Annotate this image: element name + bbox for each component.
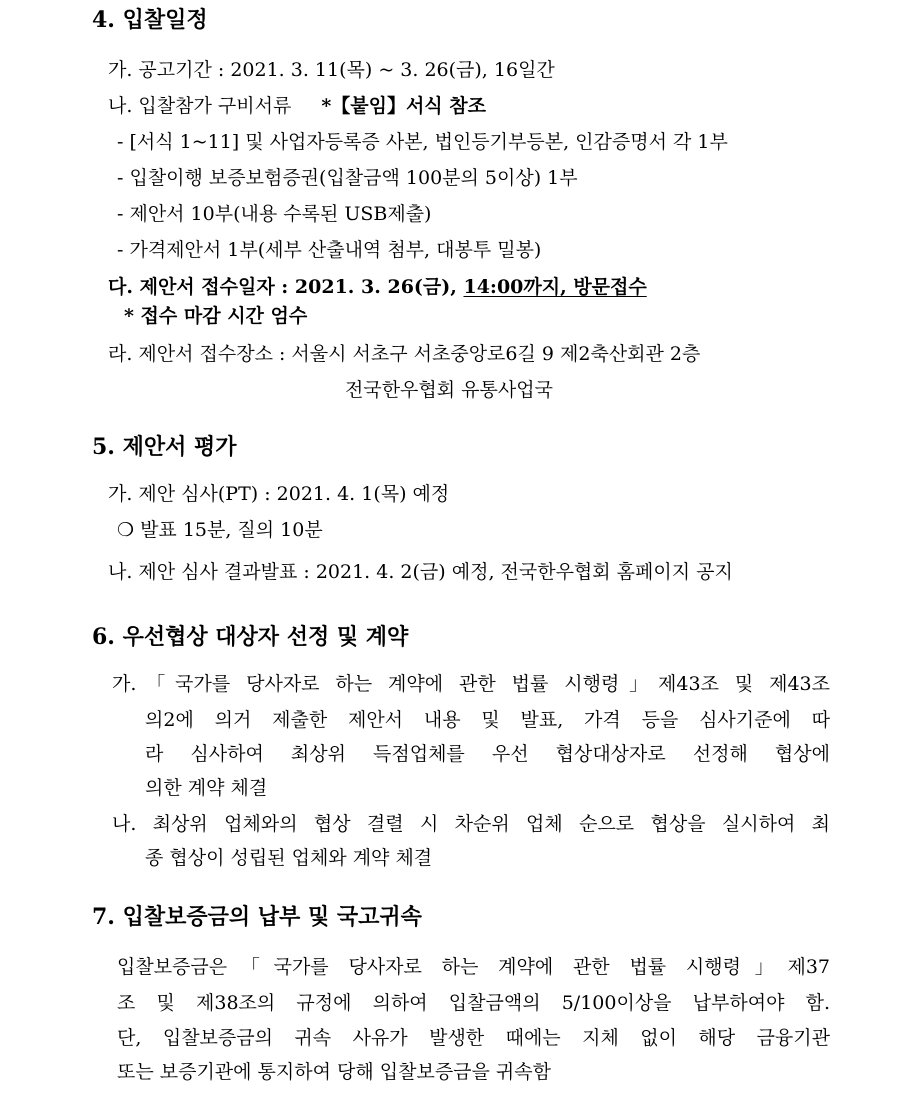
s5-item-na: 나. 제안 심사 결과발표 : 2021. 4. 2(금) 예정, 전국한우협회 홈페이지 공지 bbox=[108, 561, 733, 583]
s7-line-2: 조 및 제38조의 규정에 의하여 입찰금액의 5/100이상을 납부하여야 함. bbox=[117, 992, 830, 1014]
s7-line-4: 또는 보증기관에 통지하여 당해 입찰보증금을 귀속함 bbox=[117, 1061, 551, 1083]
s7-line-1: 입찰보증금은「국가를 당사자로 하는 계약에 관한 법률 시행령」제37 bbox=[117, 956, 830, 978]
s4-item-da bbox=[108, 275, 647, 299]
section-6-title: 6. 우선협상 대상자 선정 및 계약 bbox=[92, 624, 409, 650]
s7-line-3: 단, 입찰보증금의 귀속 사유가 발생한 때에는 지체 없이 해당 금융기관 bbox=[117, 1027, 830, 1049]
s4-item-na bbox=[108, 94, 486, 118]
s4-ra-cont: 전국한우협회 유통사업국 bbox=[345, 379, 553, 401]
s4-na-item-3: - 제안서 10부(내용 수록된 USB제출) bbox=[117, 203, 432, 225]
s4-na-item-4: - 가격제안서 1부(세부 산출내역 첨부, 대봉투 밀봉) bbox=[117, 239, 542, 261]
s4-na-item-1: - [서식 1~11] 및 사업자등록증 사본, 법인등기부등본, 인감증명서 각 1부 bbox=[117, 131, 728, 153]
s6-na-line-2: 종 협상이 성립된 업체와 계약 체결 bbox=[145, 847, 433, 869]
s5-item-ga: 가. 제안 심사(PT) : 2021. 4. 1(목) 예정 bbox=[108, 483, 450, 505]
s6-ga-line-2: 의2에 의거 제출한 제안서 내용 및 발표, 가격 등을 심사기준에 따 bbox=[145, 709, 830, 731]
s6-na-line-1: 나. 최상위 업체와의 협상 결렬 시 차순위 업체 순으로 협상을 실시하여 최 bbox=[112, 813, 830, 835]
s4-da-note: * 접수 마감 시간 엄수 bbox=[124, 305, 308, 327]
s4-item-ra: 라. 제안서 접수장소 : 서울시 서초구 서초중앙로6길 9 제2축산회관 2층 bbox=[108, 343, 701, 365]
s6-ga-line-3: 라 심사하여 최상위 득점업체를 우선 협상대상자로 선정해 협상에 bbox=[145, 743, 830, 765]
s4-item-ga: 가. 공고기간 : 2021. 3. 11(목) ~ 3. 26(금), 16일간 bbox=[108, 59, 555, 81]
s4-da-prefix: 다. 제안서 접수일자 : 2021. 3. 26(금), bbox=[108, 276, 464, 298]
section-7-title: 7. 입찰보증금의 납부 및 국고귀속 bbox=[92, 904, 422, 930]
s4-na-label: 나. 입찰참가 구비서류 bbox=[108, 95, 292, 117]
s4-na-item-2: - 입찰이행 보증보험증권(입찰금액 100분의 5이상) 1부 bbox=[117, 167, 578, 189]
s5-ga-sub: ❍ 발표 15분, 질의 10분 bbox=[117, 519, 323, 541]
s6-ga-line-1: 가.「국가를 당사자로 하는 계약에 관한 법률 시행령」제43조 및 제43조 bbox=[112, 673, 830, 695]
s4-da-time: 14:00까지, 방문접수 bbox=[463, 276, 647, 298]
s4-na-ref: *【붙임】서식 참조 bbox=[321, 95, 486, 117]
section-5-title: 5. 제안서 평가 bbox=[92, 434, 237, 460]
section-4-title: 4. 입찰일정 bbox=[92, 7, 208, 33]
s6-ga-line-4: 의한 계약 체결 bbox=[145, 777, 268, 799]
